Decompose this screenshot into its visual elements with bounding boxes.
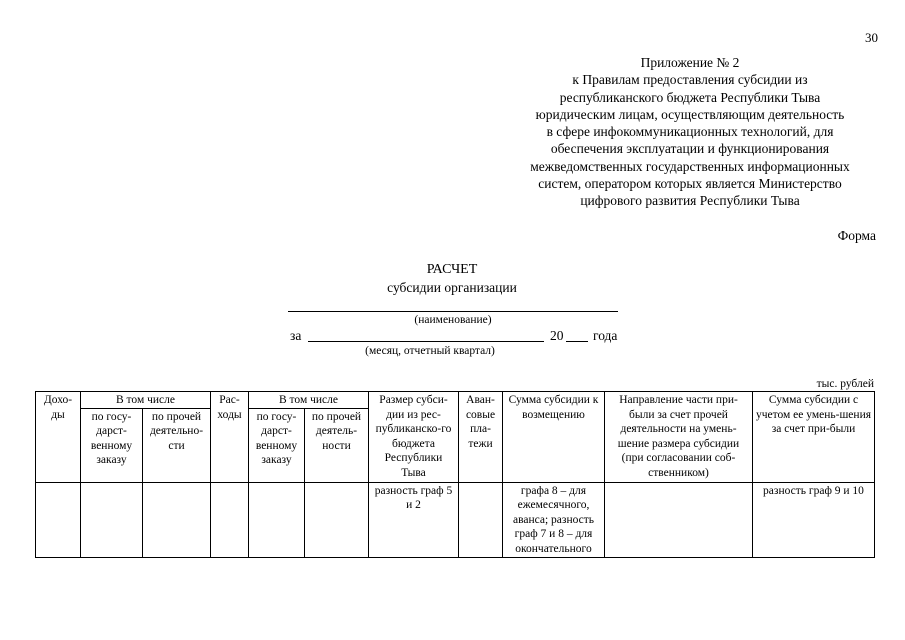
header-income-other: по прочей деятельно-сти (143, 408, 211, 482)
header-subsidy-size: Размер субси-дии из рес-публиканско-го бюджета Республики Тыва (369, 392, 459, 483)
cell-advances (459, 482, 503, 557)
appendix-line: Приложение № 2 (640, 55, 740, 70)
cell-income-other (143, 482, 211, 557)
period-caption: (месяц, отчетный квартал) (365, 345, 495, 357)
cell-expenses (211, 482, 249, 557)
cell-reimbursement: графа 8 – для ежемесячного, аванса; разность граф 7 и 8 – для окончательного (503, 482, 605, 557)
page-number: 30 (865, 30, 878, 45)
year-field (566, 341, 588, 342)
year-prefix: 20 (550, 328, 564, 343)
header-income: Дохо-ды (36, 392, 81, 483)
appendix-line: республиканского бюджета Республики Тыва (559, 89, 821, 105)
appendix-line: к Правилам предоставления субсидии из (572, 72, 808, 88)
appendix-line: межведомственных государственных информационных (530, 158, 850, 174)
form-label: Форма (837, 228, 876, 243)
appendix-line: систем, оператором которых является Министерство (538, 176, 842, 192)
cell-income (36, 482, 81, 557)
appendix-line: в сфере инфокоммуникационных технологий, для (546, 124, 834, 140)
header-expenses: Рас-ходы (211, 392, 249, 483)
appendix-line: юридическим лицам, осуществляющим деятельность (535, 106, 845, 122)
header-reimbursement: Сумма субсидии к возмещению (503, 392, 605, 483)
cell-expenses-state-order (249, 482, 305, 557)
year-suffix: года (593, 328, 618, 343)
document-title: РАСЧЕТ (426, 262, 478, 277)
cell-income-state-order (81, 482, 143, 557)
table-header-row (36, 392, 875, 409)
cell-subsidy-reduced: разность граф 9 и 10 (753, 482, 875, 557)
document-subtitle: субсидии организации (387, 280, 517, 295)
appendix-line: обеспечения эксплуатации и функционирования (550, 141, 830, 157)
cell-subsidy-size: разность граф 5 и 2 (369, 482, 459, 557)
header-income-state-order: по госу-дарст-венному заказу (81, 408, 143, 482)
units-label: тыс. рублей (816, 378, 874, 390)
organization-name-caption: (наименование) (414, 314, 492, 326)
header-profit-direction: Направление части при-были за счет прочей деятельности на умень-шение размера субсидии (при согласовании соб-ственником) (605, 392, 753, 483)
period-field (308, 341, 544, 342)
header-income-group: В том числе (81, 392, 211, 409)
header-subsidy-reduced: Сумма субсидии с учетом ее умень-шения за счет при-были (753, 392, 875, 483)
appendix-line: цифрового развития Республики Тыва (580, 193, 800, 209)
cell-profit-direction (605, 482, 753, 557)
header-expenses-other: по прочей деятель-ности (305, 408, 369, 482)
calculation-table (35, 391, 875, 558)
appendix-block (490, 54, 890, 210)
header-expenses-state-order: по госу-дарст-венному заказу (249, 408, 305, 482)
header-expenses-group: В том числе (249, 392, 369, 409)
cell-expenses-other (305, 482, 369, 557)
table-row (36, 482, 875, 557)
organization-name-field (288, 311, 618, 312)
header-advances: Аван-совые пла-тежи (459, 392, 503, 483)
period-prefix: за (290, 328, 302, 343)
